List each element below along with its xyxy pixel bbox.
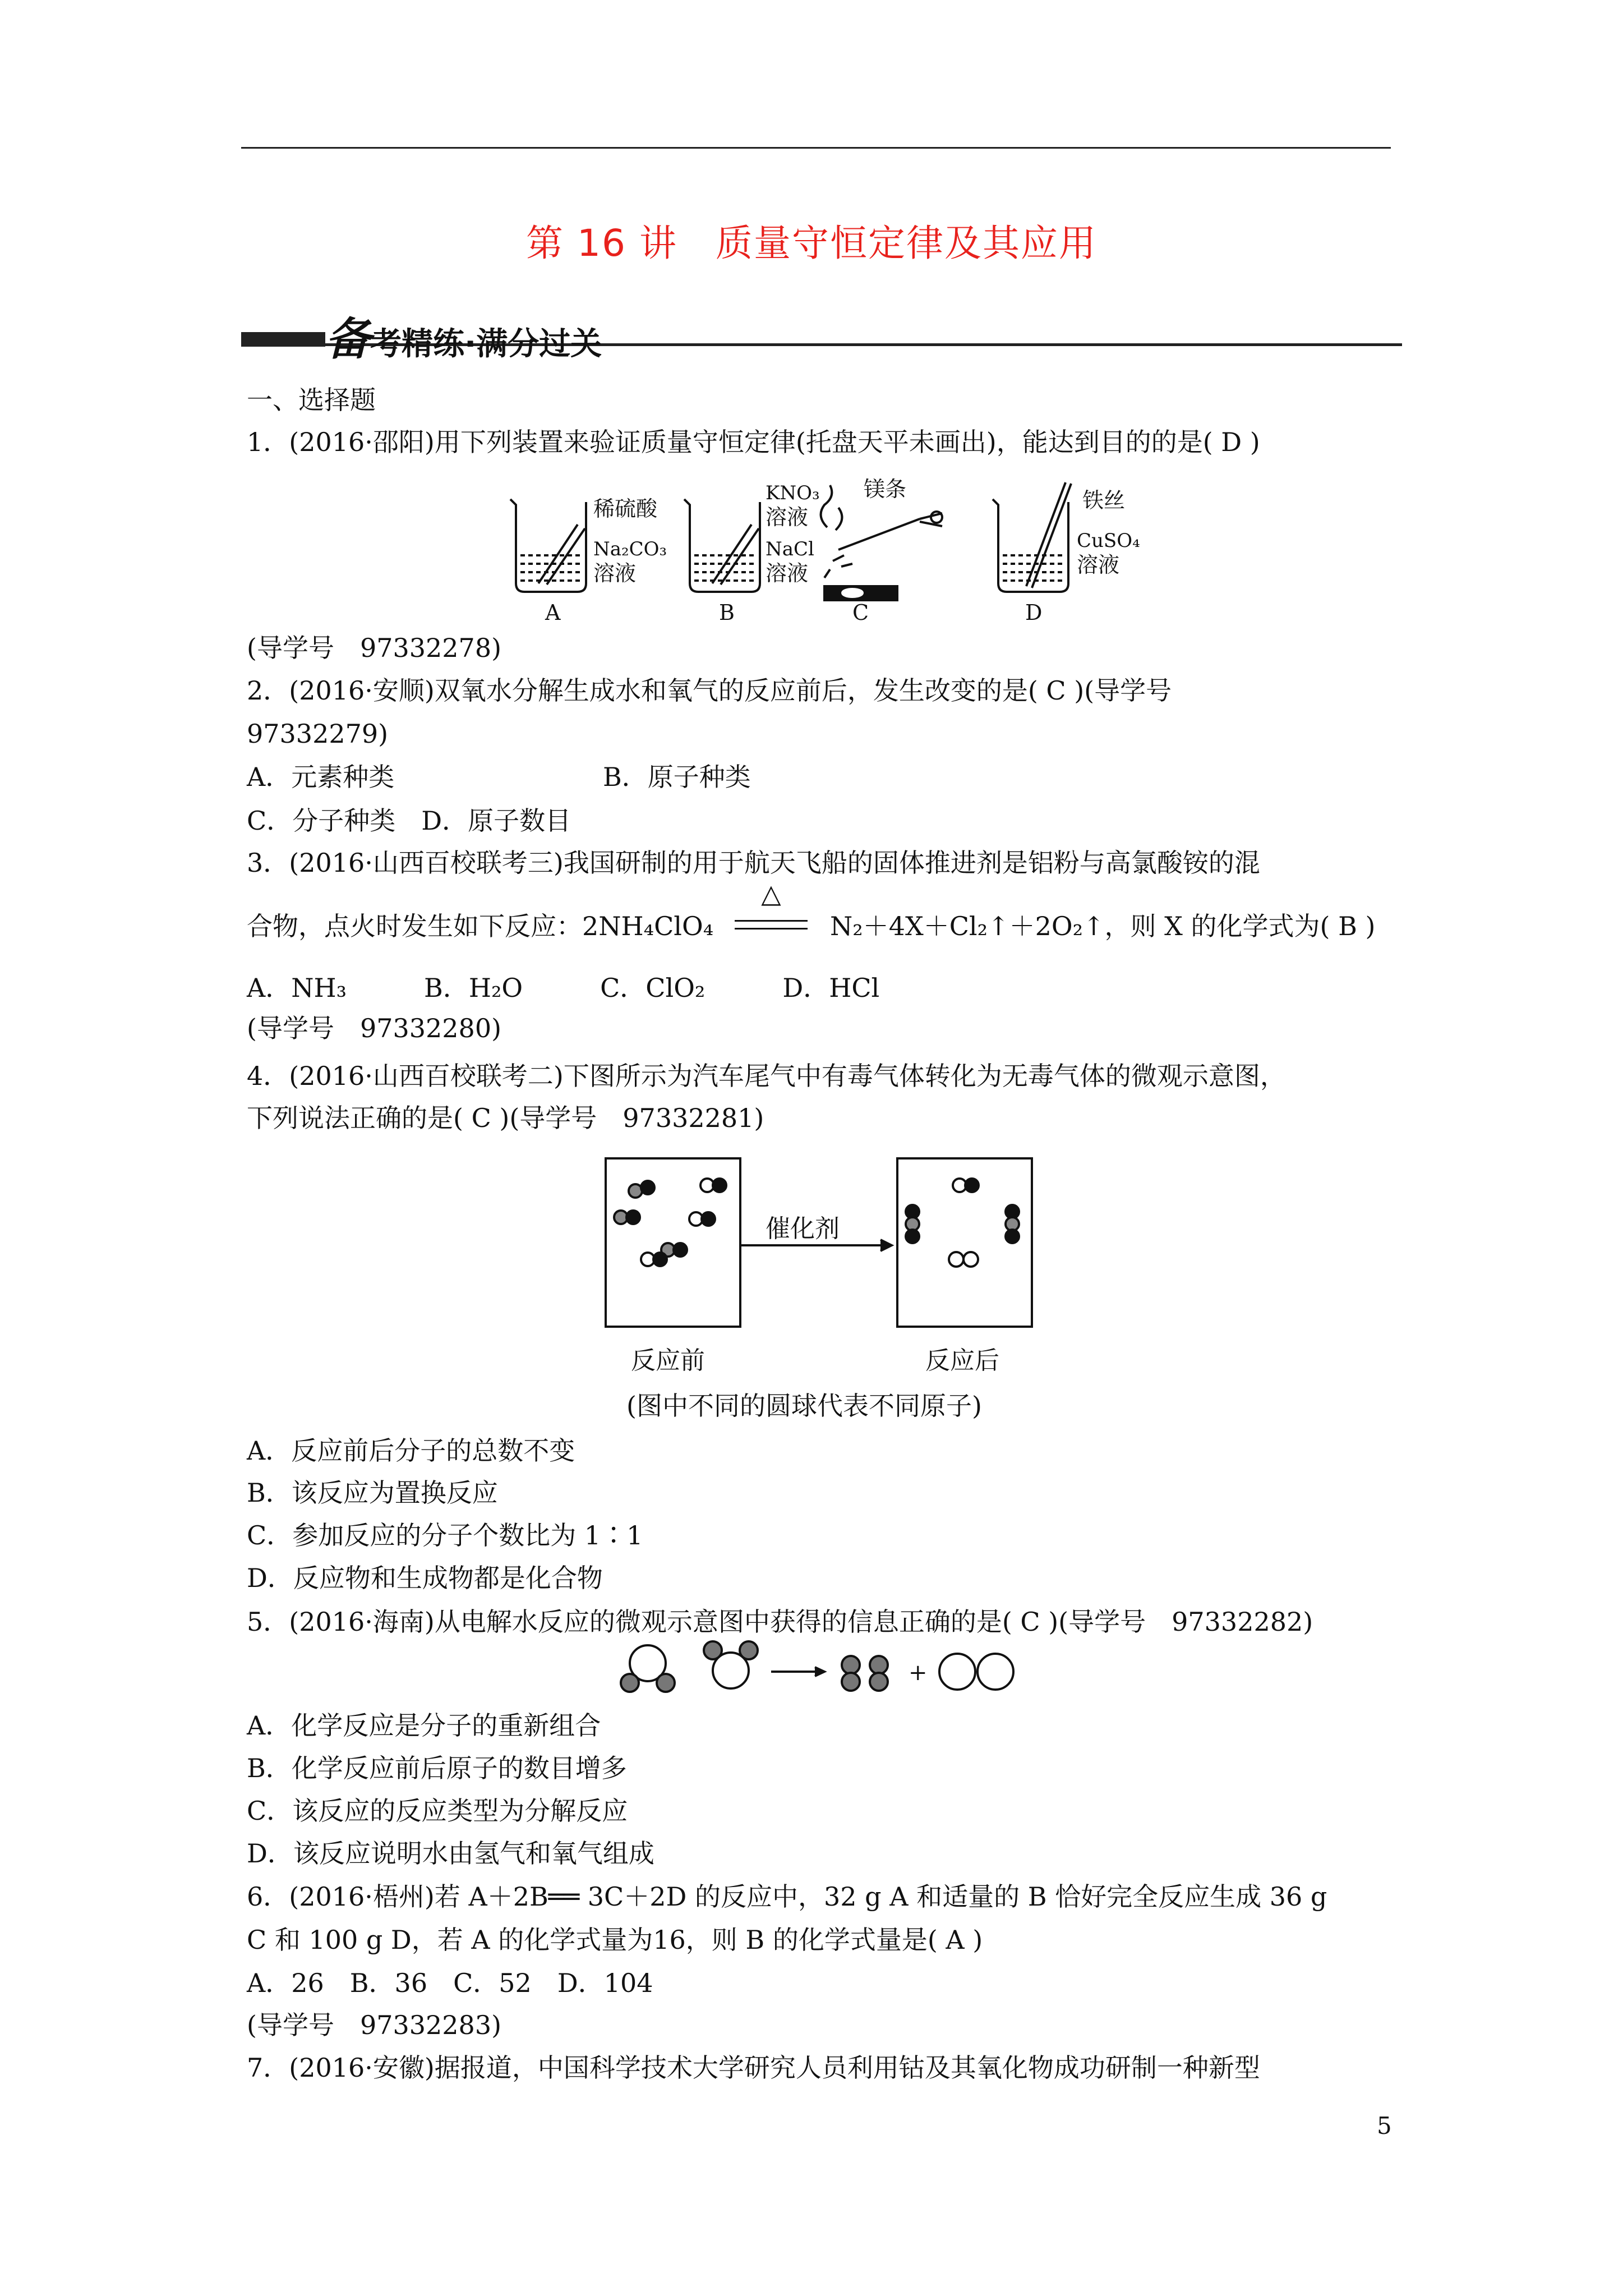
- q3-options: A．NH₃ B．H₂O C．ClO₂ D．HCl: [247, 973, 880, 1003]
- q2-opt-a: A．元素种类: [247, 762, 395, 792]
- q3-stem2-post: N₂＋4X＋Cl₂↑＋2O₂↑，则 X 的化学式为( B ): [830, 911, 1376, 941]
- q1-d-bottom1: CuSO₄: [1077, 530, 1140, 552]
- q4-before: 反应前: [631, 1346, 705, 1375]
- banner-main: 考精练: [370, 326, 464, 362]
- q3-stem2-pre: 合物，点火时发生如下反应：2NH₄ClO₄: [247, 911, 714, 941]
- q4-figure: [597, 1153, 1046, 1411]
- q5-opt-a: A．化学反应是分子的重新组合: [247, 1710, 601, 1741]
- page-title: 第 16 讲 质量守恒定律及其应用: [526, 222, 1097, 265]
- q4-after: 反应后: [925, 1346, 999, 1375]
- q3-condition: △: [761, 878, 781, 909]
- banner-text: [325, 303, 602, 367]
- q4-catalyst: 催化剂: [766, 1214, 840, 1243]
- q4-opt-a: A．反应前后分子的总数不变: [247, 1435, 575, 1466]
- q1-label-d: D: [1025, 600, 1043, 623]
- q1-label-b: B: [719, 600, 735, 623]
- q6-stem2: C 和 100 g D，若 A 的化学式量为16，则 B 的化学式量是( A ): [247, 1925, 983, 1955]
- q1-b-top1: KNO₃: [766, 482, 820, 504]
- q4-opt-d: D．反应物和生成物都是化合物: [247, 1563, 603, 1593]
- q1-b-bottom2: 溶液: [766, 561, 809, 586]
- q5-plus: +: [909, 1660, 928, 1686]
- q1-a-bottom1: Na₂CO₃: [593, 538, 667, 560]
- q2-stem2: 97332279): [247, 719, 389, 749]
- q1-c-top: 镁条: [864, 477, 907, 501]
- magnesium-strip-icon: [838, 519, 920, 550]
- section-banner: [241, 303, 1402, 365]
- beaker-b-icon: [684, 499, 760, 592]
- q3-guide: (导学号 97332280): [247, 1013, 502, 1043]
- q3-stem: 3．(2016·山西百校联考三)我国研制的用于航天飞船的固体推进剂是铝粉与高氯酸铵的混: [247, 848, 1260, 878]
- q4-opt-b: B．该反应为置换反应: [247, 1478, 498, 1508]
- q5-opt-b: B．化学反应前后原子的数目增多: [247, 1753, 627, 1783]
- iron-wire-icon: [1026, 482, 1066, 586]
- section-heading: 一、选择题: [247, 385, 376, 415]
- banner-bar: [241, 332, 325, 347]
- q1-d-top: 铁丝: [1082, 488, 1126, 513]
- q1-label-c: C: [852, 600, 869, 623]
- q6-guide: (导学号 97332283): [247, 2010, 502, 2040]
- header-rule: [241, 147, 1391, 149]
- q1-b-top2: 溶液: [766, 505, 809, 530]
- q3-equals-bottom: [735, 928, 808, 930]
- q1-label-a: A: [545, 600, 561, 623]
- beaker-a-icon: [510, 499, 586, 592]
- q1-d-bottom2: 溶液: [1077, 553, 1120, 577]
- q2-stem: 2．(2016·安顺)双氧水分解生成水和氧气的反应前后，发生改变的是( C )(导学号: [247, 675, 1172, 706]
- q1-a-top: 稀硫酸: [593, 496, 658, 521]
- q1-guide: (导学号 97332278): [247, 633, 502, 663]
- page-number: 5: [1377, 2112, 1392, 2139]
- q1-figure: [494, 477, 1195, 623]
- q4-stem: 4．(2016·山西百校联考二)下图所示为汽车尾气中有毒气体转化为无毒气体的微观示意图，: [247, 1061, 1286, 1091]
- q4-opt-c: C．参加反应的分子个数比为 1∶1: [247, 1520, 643, 1550]
- q4-stem2: 下列说法正确的是( C )(导学号 97332281): [247, 1103, 764, 1133]
- q5-opt-d: D．该反应说明水由氢气和氧气组成: [247, 1838, 654, 1869]
- q3-equals-top: [735, 920, 808, 922]
- q4-caption: (图中不同的圆球代表不同原子): [626, 1391, 982, 1421]
- q1-stem: 1．(2016·邵阳)用下列装置来验证质量守恒定律(托盘天平未画出)，能达到目的的是( D ): [247, 427, 1260, 457]
- q1-a-bottom2: 溶液: [593, 561, 637, 586]
- q5-figure: [608, 1632, 1035, 1705]
- q6-stem: 6．(2016·梧州)若 A＋2B══ 3C＋2D 的反应中，32 g A 和适量的 B 恰好完全反应生成 36 g: [247, 1881, 1327, 1912]
- q6-options: A．26 B．36 C．52 D．104: [247, 1968, 653, 1998]
- q2-opt-cd: C．分子种类 D．原子数目: [247, 806, 571, 836]
- banner-dot: ·: [464, 326, 477, 362]
- q7-stem: 7．(2016·安徽)据报道，中国科学技术大学研究人员利用钴及其氧化物成功研制一种新型: [247, 2053, 1260, 2083]
- q5-opt-c: C．该反应的反应类型为分解反应: [247, 1796, 628, 1826]
- q5-stem: 5．(2016·海南)从电解水反应的微观示意图中获得的信息正确的是( C )(导学号 97332282): [247, 1607, 1313, 1637]
- q1-b-bottom1: NaCl: [766, 538, 814, 560]
- q2-opt-b: B．原子种类: [603, 762, 751, 792]
- banner-sub: 满分过关: [476, 326, 602, 362]
- banner-big-char: 备: [325, 313, 370, 365]
- smoke-icon: [821, 485, 832, 527]
